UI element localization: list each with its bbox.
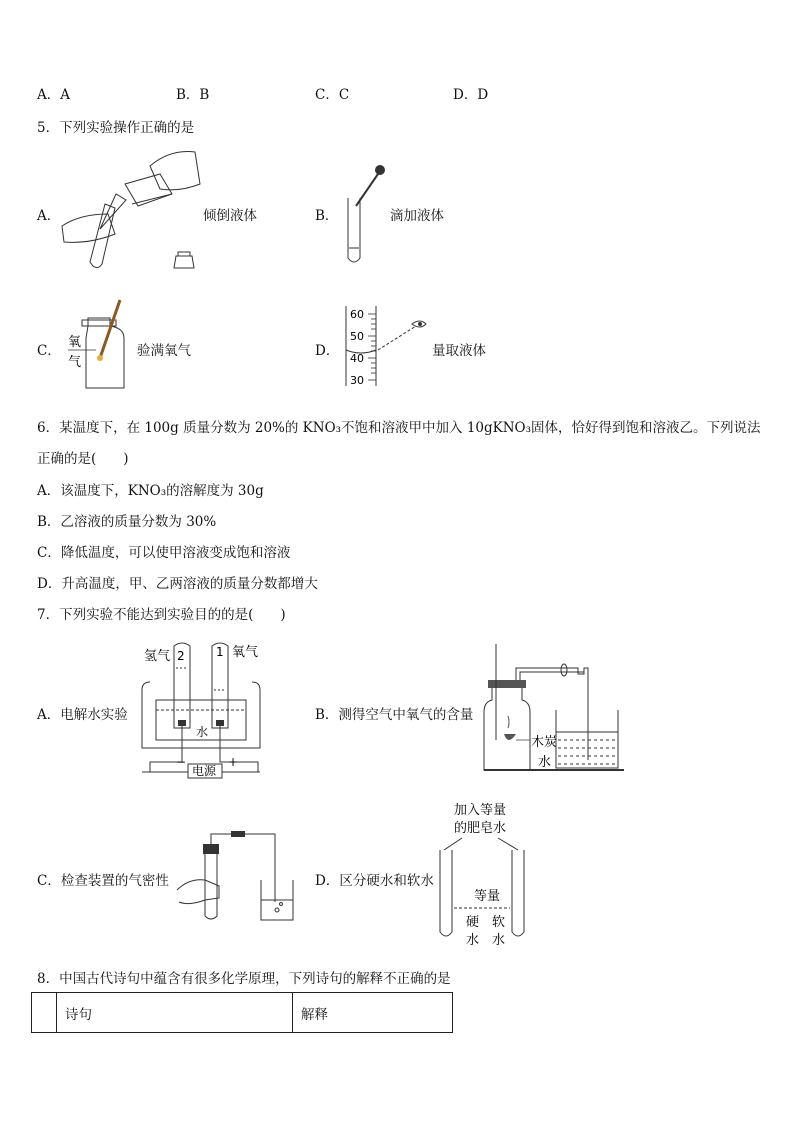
water-label: 水 (538, 755, 552, 770)
scale-40: 40 (350, 352, 364, 365)
plus-sign: + (228, 755, 239, 769)
table-header-cell (32, 993, 57, 1033)
q5-d-label: D． (315, 343, 340, 359)
q7-a-label: A．电解水实验 (37, 707, 128, 723)
q5-c-label: C． (37, 343, 61, 359)
q7-stem: 7．下列实验不能达到实验目的的是( ) (37, 607, 286, 623)
hard-label-1: 硬 (466, 915, 480, 930)
q6-option-d: D．升高温度，甲、乙两溶液的质量分数都增大 (37, 576, 318, 592)
poem-table (31, 992, 453, 1033)
q5-d-caption: 量取液体 (432, 343, 486, 359)
q5-a-caption: 倾倒液体 (203, 208, 257, 224)
q6-option-b: B．乙溶液的质量分数为 30% (37, 514, 217, 530)
oxygen-content-figure (478, 640, 626, 776)
table-header-cell: 诗句 (57, 993, 293, 1033)
q5-b-label: B． (315, 208, 339, 224)
q6-option-c: C．降低温度，可以使甲溶液变成饱和溶液 (37, 545, 291, 561)
oxygen-label: 氧气 (232, 645, 259, 660)
dropping-liquid-figure (340, 160, 390, 270)
graduated-cylinder-figure (340, 302, 432, 390)
add-soap-line2: 的肥皂水 (454, 821, 507, 836)
water-label: 水 (196, 725, 209, 739)
hard-label-2: 水 (466, 933, 480, 948)
q7-d-label: D．区分硬水和软水 (315, 873, 434, 889)
q7-b-label: B．测得空气中氧气的含量 (315, 707, 474, 723)
q6-option-a: A．该温度下，KNO₃的溶解度为 30g (37, 483, 264, 499)
minus-sign: − (176, 755, 187, 769)
power-label: 电源 (192, 764, 217, 778)
q4-option-c: C．C (315, 87, 350, 103)
oxygen-jar-figure (62, 298, 137, 393)
q5-a-label: A． (37, 208, 61, 224)
equal-label: 等量 (474, 889, 501, 904)
jar-text-2: 气 (68, 355, 82, 370)
tube-1-number: 2 (177, 649, 185, 663)
q5-b-caption: 滴加液体 (390, 208, 444, 224)
pouring-liquid-figure (60, 144, 210, 274)
soft-label-1: 软 (492, 915, 506, 930)
add-soap-line1: 加入等量 (454, 803, 507, 818)
charcoal-label: 木炭 (531, 735, 558, 750)
scale-30: 30 (350, 374, 364, 387)
table-header-cell: 解释 (293, 993, 453, 1033)
airtightness-figure (175, 830, 300, 922)
q4-option-b: B．B (176, 87, 210, 103)
scale-50: 50 (350, 330, 364, 343)
q4-option-d: D．D (453, 87, 489, 103)
q6-stem-line1: 6．某温度下，在 100g 质量分数为 20%的 KNO₃不饱和溶液甲中加入 10gKNO₃固体，恰好得到饱和溶液乙。下列说法 (37, 420, 761, 436)
q6-stem-line2: 正确的是( ) (37, 451, 129, 467)
scale-60: 60 (350, 308, 364, 321)
q8-stem: 8．中国古代诗句中蕴含有很多化学原理，下列诗句的解释不正确的是 (37, 971, 451, 987)
tube-2-number: 1 (216, 645, 224, 659)
q5-stem: 5．下列实验操作正确的是 (37, 120, 195, 136)
hard-soft-water-figure (432, 798, 540, 950)
table-row (32, 993, 453, 1033)
electrolysis-figure (140, 638, 270, 780)
q7-c-label: C．检查装置的气密性 (37, 873, 169, 889)
q5-c-caption: 验满氧气 (137, 343, 191, 359)
soft-label-2: 水 (492, 933, 506, 948)
hydrogen-label: 氢气 (144, 649, 171, 664)
jar-text-1: 氧 (68, 335, 82, 350)
q4-option-a: A．A (37, 87, 70, 103)
